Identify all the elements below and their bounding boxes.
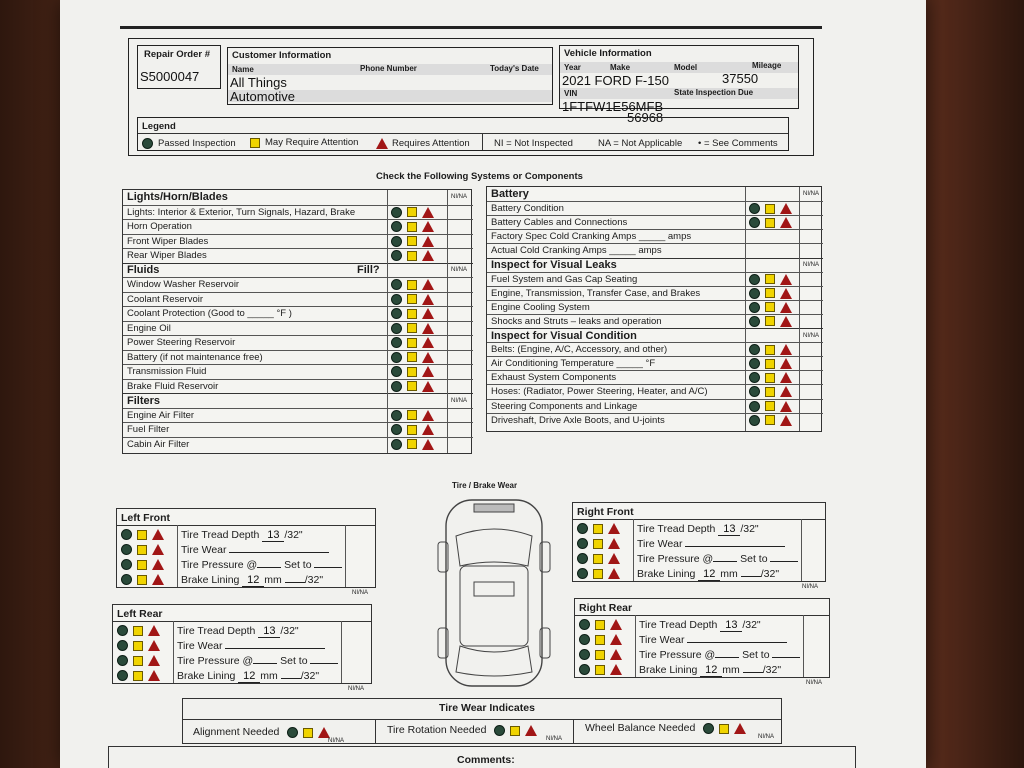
requires-icon [422, 381, 434, 392]
requires-icon [780, 344, 792, 355]
tire-box [116, 508, 376, 588]
passed-icon [703, 723, 714, 734]
vehicle-info-header: Vehicle Information [564, 48, 652, 59]
requires-icon [422, 207, 434, 218]
attention-icon [595, 620, 605, 630]
attention-icon [407, 280, 417, 290]
nina-label: NI/NA [802, 584, 819, 590]
vin-line2: 56968 [627, 110, 664, 125]
attention-icon [765, 302, 775, 312]
tire-status-icons[interactable] [121, 529, 164, 540]
tire-wear-row: Tire Wear [177, 641, 325, 652]
checklist-row[interactable]: Horn Operation [123, 219, 473, 234]
tire-tread-row: Tire Tread Depth 13 /32" [639, 619, 761, 631]
passed-icon [391, 221, 402, 232]
attention-icon [137, 575, 147, 585]
year-label: Year [564, 63, 581, 72]
section-header: Inspect for Visual Leaks NI/NA [487, 258, 823, 272]
attention-icon [407, 222, 417, 232]
requires-icon [148, 670, 160, 681]
vehicle-diagram [436, 496, 552, 690]
attention-icon [407, 352, 417, 362]
attention-icon [407, 367, 417, 377]
attention-icon [765, 387, 775, 397]
passed-icon [749, 288, 760, 299]
requires-icon [610, 619, 622, 630]
requires-icon [780, 217, 792, 228]
state-inspection-label: State Inspection Due [674, 88, 754, 97]
nina-label: NI/NA [806, 680, 823, 686]
attention-icon [407, 425, 417, 435]
checklist-row[interactable]: Cabin Air Filter [123, 437, 473, 452]
tire-status-icons[interactable] [579, 649, 622, 660]
attention-icon [593, 524, 603, 534]
checklist-row[interactable]: Rear Wiper Blades [123, 248, 473, 263]
attention-icon [133, 671, 143, 681]
passed-icon [121, 574, 132, 585]
passed-icon [391, 308, 402, 319]
passed-icon [142, 138, 153, 149]
checklist-row[interactable]: Power Steering Reservoir [123, 335, 473, 350]
tire-pressure-row: Tire Pressure @ Set to [637, 554, 798, 565]
section-header: Lights/Horn/Blades NI/NA [127, 191, 468, 204]
passed-icon [494, 725, 505, 736]
section-header: Filters NI/NA [123, 393, 473, 408]
attention-icon [407, 207, 417, 217]
checklist-row[interactable]: Fuel System and Gas Cap Seating [487, 272, 823, 286]
attention-icon [133, 626, 143, 636]
header-block [128, 38, 814, 156]
section-header: Inspect for Visual Condition NI/NA [487, 328, 823, 342]
attention-icon [303, 728, 313, 738]
attention-icon [137, 560, 147, 570]
attention-icon [765, 373, 775, 383]
attention-icon [593, 539, 603, 549]
requires-icon [610, 649, 622, 660]
attention-icon [765, 401, 775, 411]
inspection-form-sheet [60, 0, 926, 768]
requires-icon [734, 723, 746, 734]
checklist-row[interactable]: Engine, Transmission, Transfer Case, and Brakes [487, 286, 823, 300]
passed-icon [117, 670, 128, 681]
checklist-row[interactable]: Shocks and Struts – leaks and operation [487, 314, 823, 328]
passed-icon [579, 619, 590, 630]
tire-status-icons[interactable] [579, 634, 622, 645]
checklist-row[interactable]: Engine Oil [123, 321, 473, 336]
tire-wear-indicates-box [182, 698, 782, 744]
attention-icon [137, 530, 147, 540]
checklist-row[interactable]: Engine Cooling System [487, 300, 823, 314]
repair-order-label: Repair Order # [144, 49, 210, 60]
requires-icon [152, 574, 164, 585]
tire-status-icons[interactable] [121, 559, 164, 570]
tire-status-icons[interactable] [577, 538, 620, 549]
requires-icon [608, 523, 620, 534]
tire-box-title: Right Rear [579, 602, 633, 614]
passed-icon [391, 352, 402, 363]
attention-icon [765, 204, 775, 214]
attention-icon [765, 415, 775, 425]
checklist-row[interactable]: Belts: (Engine, A/C, Accessory, and other) [487, 342, 823, 356]
tire-tread-row: Tire Tread Depth 13 /32" [177, 625, 299, 637]
passed-icon [749, 415, 760, 426]
alignment-needed: Alignment Needed [193, 727, 330, 738]
requires-icon [780, 358, 792, 369]
checklist-row[interactable]: Engine Air Filter [123, 408, 473, 423]
model-label: Model [674, 63, 698, 72]
passed-icon [749, 344, 760, 355]
passed-icon [391, 381, 402, 392]
legend-na: NA = Not Applicable [598, 138, 683, 149]
attention-icon [407, 309, 417, 319]
passed-icon [391, 294, 402, 305]
vin-line1: 1FTFW1E56MFB [562, 99, 664, 114]
wheel-balance-needed: Wheel Balance Needed [585, 723, 746, 734]
tire-box [112, 604, 372, 684]
passed-icon [577, 553, 588, 564]
attention-icon [407, 439, 417, 449]
passed-icon [577, 523, 588, 534]
customer-info-header: Customer Information [232, 50, 332, 61]
attention-icon [407, 410, 417, 420]
requires-icon [608, 538, 620, 549]
attention-icon [765, 218, 775, 228]
checklist-row[interactable]: Exhaust System Components [487, 370, 823, 384]
requires-icon [780, 288, 792, 299]
requires-icon [152, 559, 164, 570]
brake-lining-row: Brake Lining 12 mm /32" [637, 568, 780, 580]
requires-icon [422, 221, 434, 232]
checklist-row[interactable]: Driveshaft, Drive Axle Boots, and U-joints [487, 413, 823, 427]
attention-icon [133, 656, 143, 666]
requires-icon [422, 323, 434, 334]
passed-icon [391, 337, 402, 348]
passed-icon [117, 625, 128, 636]
name-label: Name [232, 65, 254, 74]
requires-icon [422, 236, 434, 247]
tire-status-icons[interactable] [117, 640, 160, 651]
requires-icon [422, 279, 434, 290]
requires-icon [780, 415, 792, 426]
passed-icon [579, 634, 590, 645]
checklist-row[interactable]: Factory Spec Cold Cranking Amps _____ amps [487, 229, 823, 243]
attention-icon [407, 323, 417, 333]
checklist-row[interactable]: Transmission Fluid [123, 364, 473, 379]
repair-order-value: S5000047 [140, 69, 200, 84]
attention-icon [593, 554, 603, 564]
passed-icon [749, 302, 760, 313]
passed-icon [287, 727, 298, 738]
passed-icon [117, 640, 128, 651]
checklist-row[interactable]: Air Conditioning Temperature _____ °F [487, 356, 823, 370]
requires-icon [780, 302, 792, 313]
requires-icon [422, 410, 434, 421]
legend-requires: Requires Attention [376, 138, 470, 149]
tire-wear-indicates-title: Tire Wear Indicates [439, 702, 535, 714]
attention-icon [765, 274, 775, 284]
checklist-row[interactable]: Fuel Filter [123, 422, 473, 437]
checklist-row[interactable]: Coolant Protection (Good to _____ °F ) [123, 306, 473, 321]
checklist-row[interactable]: Hoses: (Radiator, Power Steering, Heater, and A/C) [487, 384, 823, 398]
passed-icon [749, 372, 760, 383]
requires-icon [525, 725, 537, 736]
attention-icon [765, 345, 775, 355]
phone-label: Phone Number [360, 64, 417, 73]
requires-icon [422, 424, 434, 435]
right-systems-table [486, 186, 822, 432]
passed-icon [391, 424, 402, 435]
passed-icon [749, 316, 760, 327]
passed-icon [117, 655, 128, 666]
requires-icon [152, 544, 164, 555]
passed-icon [749, 203, 760, 214]
tire-wear-row: Tire Wear [181, 545, 329, 556]
passed-icon [391, 207, 402, 218]
attention-icon [510, 726, 520, 736]
passed-icon [391, 236, 402, 247]
comments-box [108, 746, 856, 768]
tire-box [574, 598, 830, 678]
customer-name-line1: All Things [230, 75, 287, 90]
requires-icon [422, 352, 434, 363]
tire-pressure-row: Tire Pressure @ Set to [177, 656, 338, 667]
make-label: Make [610, 63, 631, 72]
legend-comments: • = See Comments [698, 138, 778, 149]
requires-icon [780, 316, 792, 327]
tire-box-title: Left Rear [117, 608, 163, 620]
section-header: Battery NI/NA [491, 188, 820, 201]
top-rule [120, 26, 822, 29]
nina-alignment: NI/NA [328, 738, 345, 744]
checklist-row[interactable]: Actual Cold Cranking Amps _____ amps [487, 243, 823, 257]
legend-attention: May Require Attention [250, 138, 358, 148]
check-systems-title: Check the Following Systems or Components [376, 171, 583, 182]
checklist-row[interactable]: Steering Components and Linkage [487, 399, 823, 413]
attention-icon [407, 338, 417, 348]
tire-tread-row: Tire Tread Depth 13 /32" [181, 529, 303, 541]
date-label: Today's Date [490, 64, 539, 73]
requires-icon [780, 372, 792, 383]
passed-icon [579, 664, 590, 675]
requires-icon [608, 553, 620, 564]
requires-icon [608, 568, 620, 579]
passed-icon [577, 538, 588, 549]
passed-icon [391, 410, 402, 421]
passed-icon [577, 568, 588, 579]
nina-label: NI/NA [348, 686, 365, 692]
tire-rotation-needed: Tire Rotation Needed [387, 725, 537, 736]
tire-status-icons[interactable] [577, 523, 620, 534]
checklist-row[interactable]: Battery (if not maintenance free) [123, 350, 473, 365]
requires-icon [422, 308, 434, 319]
mileage-label: Mileage [752, 61, 782, 70]
tire-wear-row: Tire Wear [639, 635, 787, 646]
requires-icon [152, 529, 164, 540]
year-make-model: 2021 FORD F-150 [562, 73, 669, 88]
tire-tread-row: Tire Tread Depth 13 /32" [637, 523, 759, 535]
passed-icon [391, 279, 402, 290]
nina-balance: NI/NA [758, 734, 775, 740]
tire-box-title: Right Front [577, 506, 634, 518]
tire-status-icons[interactable] [579, 619, 622, 630]
requires-icon [610, 664, 622, 675]
attention-icon [765, 316, 775, 326]
tire-status-icons[interactable] [121, 544, 164, 555]
attention-icon [593, 569, 603, 579]
checklist-row[interactable]: Window Washer Reservoir [123, 277, 473, 292]
requires-icon [148, 655, 160, 666]
attention-icon [407, 381, 417, 391]
requires-icon [422, 366, 434, 377]
nina-rotation: NI/NA [546, 736, 563, 742]
brake-lining-row: Brake Lining 12 mm /32" [639, 664, 782, 676]
requires-icon [780, 401, 792, 412]
tire-status-icons[interactable] [577, 553, 620, 564]
vehicle-info-box [559, 45, 799, 114]
passed-icon [391, 323, 402, 334]
passed-icon [121, 529, 132, 540]
requires-icon [780, 386, 792, 397]
checklist-row[interactable]: Battery Condition [487, 201, 823, 215]
attention-icon [765, 288, 775, 298]
passed-icon [579, 649, 590, 660]
requires-icon [318, 727, 330, 738]
checklist-row[interactable]: Coolant Reservoir [123, 292, 473, 307]
checklist-row[interactable]: Brake Fluid Reservoir [123, 379, 473, 394]
checklist-row[interactable]: Battery Cables and Connections [487, 215, 823, 229]
tire-status-icons[interactable] [579, 664, 622, 675]
customer-name-line2: Automotive [230, 89, 296, 104]
attention-icon [595, 665, 605, 675]
legend-passed: Passed Inspection [142, 138, 236, 149]
passed-icon [121, 544, 132, 555]
comments-title: Comments: [457, 754, 515, 766]
customer-info-box [227, 47, 553, 105]
attention-icon [133, 641, 143, 651]
nina-label: NI/NA [352, 590, 369, 596]
passed-icon [749, 217, 760, 228]
mileage-value: 37550 [722, 71, 759, 86]
tire-status-icons[interactable] [117, 655, 160, 666]
attention-icon [407, 236, 417, 246]
passed-icon [391, 250, 402, 261]
tire-status-icons[interactable] [117, 670, 160, 681]
legend-ni: NI = Not Inspected [494, 138, 573, 149]
requires-icon [610, 634, 622, 645]
attention-icon [595, 635, 605, 645]
brake-lining-row: Brake Lining 12 mm /32" [181, 574, 324, 586]
attention-icon [765, 359, 775, 369]
passed-icon [749, 274, 760, 285]
attention-icon [595, 650, 605, 660]
requires-icon [148, 640, 160, 651]
tire-pressure-row: Tire Pressure @ Set to [181, 560, 342, 571]
section-header: Fluids Fill? NI/NA [123, 263, 473, 278]
tire-status-icons[interactable] [121, 574, 164, 585]
passed-icon [121, 559, 132, 570]
requires-icon [422, 250, 434, 261]
passed-icon [749, 386, 760, 397]
tire-brake-title: Tire / Brake Wear [452, 481, 518, 490]
tire-status-icons[interactable] [117, 625, 160, 636]
checklist-row[interactable]: Front Wiper Blades [123, 234, 473, 249]
attention-icon [719, 724, 729, 734]
attention-icon [137, 545, 147, 555]
requires-icon [780, 203, 792, 214]
requires-icon [376, 138, 388, 149]
brake-lining-row: Brake Lining 12 mm /32" [177, 670, 320, 682]
passed-icon [391, 366, 402, 377]
attention-icon [407, 294, 417, 304]
tire-wear-row: Tire Wear [637, 539, 785, 550]
checklist-row[interactable]: Lights: Interior & Exterior, Turn Signals, Hazard, Brake [123, 205, 473, 220]
requires-icon [422, 337, 434, 348]
legend-title: Legend [142, 121, 176, 132]
left-systems-table [122, 189, 472, 454]
requires-icon [148, 625, 160, 636]
attention-icon [250, 138, 260, 148]
attention-icon [407, 251, 417, 261]
passed-icon [749, 401, 760, 412]
repair-order-box [137, 45, 221, 89]
tire-box-title: Left Front [121, 512, 170, 524]
tire-pressure-row: Tire Pressure @ Set to [639, 650, 800, 661]
tire-box [572, 502, 826, 582]
vin-label: VIN [564, 89, 578, 98]
legend-box [137, 117, 789, 151]
requires-icon [780, 274, 792, 285]
tire-status-icons[interactable] [577, 568, 620, 579]
requires-icon [422, 439, 434, 450]
passed-icon [749, 358, 760, 369]
passed-icon [391, 439, 402, 450]
requires-icon [422, 294, 434, 305]
